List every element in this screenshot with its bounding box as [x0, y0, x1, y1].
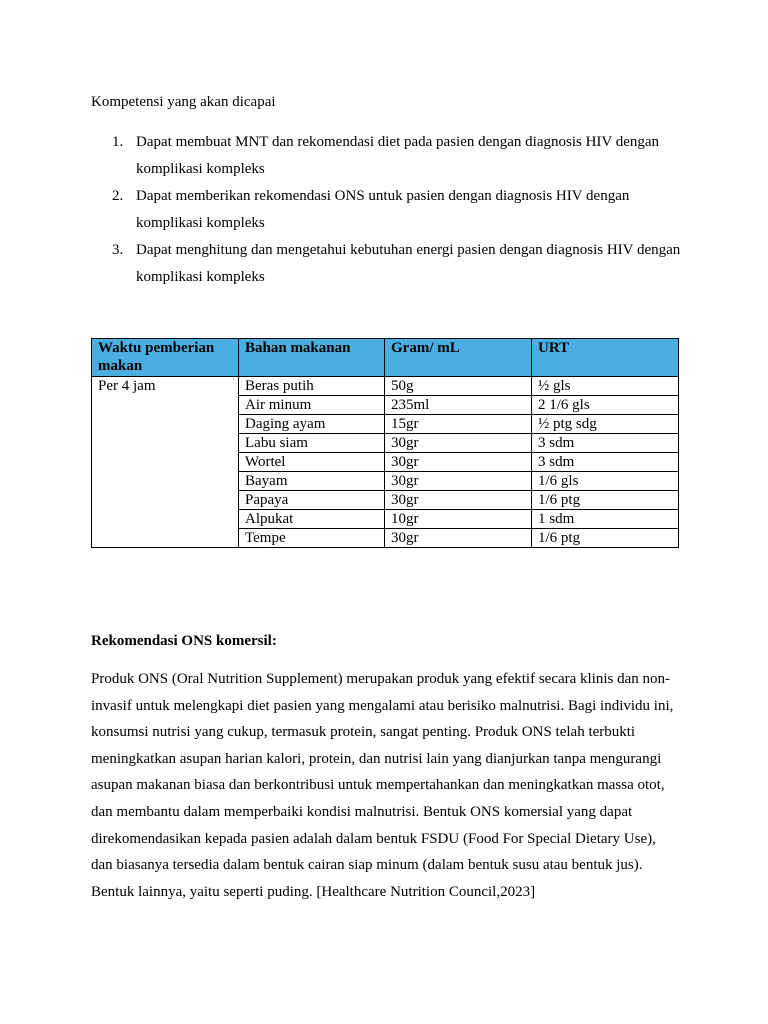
objective-text: Dapat membuat MNT dan rekomendasi diet pada pasien dengan diagnosis HIV dengan komplikasi kompleks — [136, 134, 660, 177]
cell-amount: 30gr — [385, 491, 532, 510]
cell-amount: 50g — [385, 377, 532, 396]
header-urt: URT — [532, 339, 679, 377]
cell-amount: 235ml — [385, 396, 532, 415]
cell-amount: 30gr — [385, 472, 532, 491]
cell-food: Alpukat — [239, 510, 385, 529]
competency-heading: Kompetensi yang akan dicapai — [91, 94, 276, 110]
cell-urt: 3 sdm — [532, 453, 679, 472]
objectives-list — [91, 129, 681, 291]
ons-paragraph: Produk ONS (Oral Nutrition Supplement) merupakan produk yang efektif secara klinis dan non-invasif untuk melengkapi diet pasien yang mengalami atau berisiko malnutrisi. Bagi individu ini, konsumsi nutrisi yang cukup, termasuk protein, sangat penting. Produk ONS telah terbukti meningkatkan asupan harian kalori, protein, dan nutrisi lain yang dianjurkan tanpa mengurangi asupan makanan biasa dan berkontribusi untuk mempertahankan dan meningkatkan massa otot, dan membantu dalam memperbaiki kondisi malnutrisi. Bentuk ONS komersial yang dapat direkomendasikan kepada pasien adalah dalam bentuk FSDU (Food For Special Dietary Use), dan biasanya tersedia dalam bentuk cairan siap minum (dalam bentuk susu atau bentuk jus). Bentuk lainnya, yaitu seperti puding. [Healthcare Nutrition Council,2023] — [91, 671, 674, 900]
cell-urt: ½ gls — [532, 377, 679, 396]
cell-urt: 3 sdm — [532, 434, 679, 453]
cell-time: Per 4 jam — [92, 377, 239, 548]
header-amount: Gram/ mL — [385, 339, 532, 377]
cell-food: Bayam — [239, 472, 385, 491]
cell-urt: 1/6 ptg — [532, 491, 679, 510]
objective-item — [91, 237, 681, 291]
objective-number: 1. — [112, 134, 124, 150]
objective-item — [91, 129, 681, 183]
cell-amount: 10gr — [385, 510, 532, 529]
table-row — [92, 377, 679, 396]
cell-amount: 30gr — [385, 529, 532, 548]
cell-urt: 2 1/6 gls — [532, 396, 679, 415]
cell-food: Air minum — [239, 396, 385, 415]
cell-food: Daging ayam — [239, 415, 385, 434]
header-time: Waktu pemberian makan — [92, 339, 239, 377]
cell-food: Wortel — [239, 453, 385, 472]
cell-food: Labu siam — [239, 434, 385, 453]
meal-table — [91, 338, 679, 548]
objective-number: 2. — [112, 188, 124, 204]
cell-urt: ½ ptg sdg — [532, 415, 679, 434]
cell-food: Tempe — [239, 529, 385, 548]
table-header-row — [92, 339, 679, 377]
cell-urt: 1/6 ptg — [532, 529, 679, 548]
cell-urt: 1/6 gls — [532, 472, 679, 491]
ons-section-title: Rekomendasi ONS komersil: — [91, 633, 277, 649]
cell-urt: 1 sdm — [532, 510, 679, 529]
cell-amount: 15gr — [385, 415, 532, 434]
objective-item — [91, 183, 681, 237]
objective-text: Dapat memberikan rekomendasi ONS untuk pasien dengan diagnosis HIV dengan komplikasi kompleks — [136, 188, 630, 231]
cell-amount: 30gr — [385, 434, 532, 453]
header-food: Bahan makanan — [239, 339, 385, 377]
cell-food: Beras putih — [239, 377, 385, 396]
objective-text: Dapat menghitung dan mengetahui kebutuhan energi pasien dengan diagnosis HIV dengan komplikasi kompleks — [136, 242, 681, 285]
objective-number: 3. — [112, 242, 124, 258]
cell-food: Papaya — [239, 491, 385, 510]
cell-amount: 30gr — [385, 453, 532, 472]
